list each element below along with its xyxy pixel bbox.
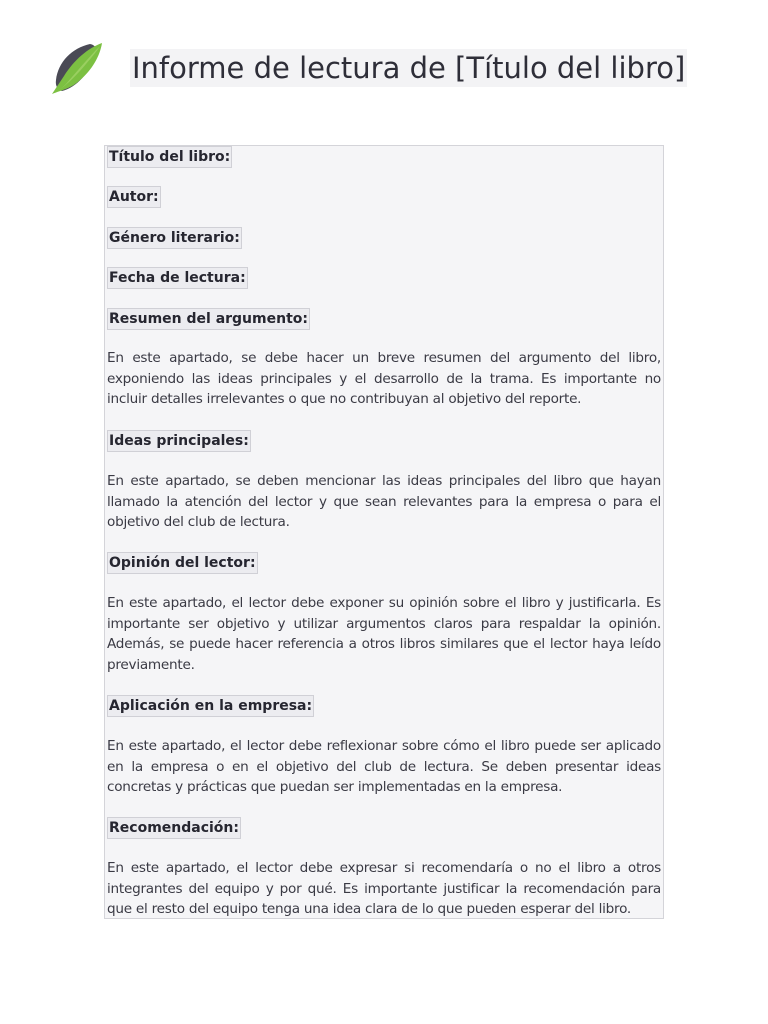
section-heading-label: Aplicación en la empresa:: [107, 695, 314, 717]
field-label-book-title: Título del libro:: [107, 146, 232, 168]
section-heading-label: Resumen del argumento:: [107, 308, 310, 330]
field-label-author: Autor:: [107, 186, 161, 208]
section-body-main-ideas: En este apartado, se deben mencionar las ideas principales del libro que hayan llamado la atención del lector y que sean relevantes para la empresa o para el objetivo del club de lectura.: [107, 473, 661, 530]
section-heading-label: Recomendación:: [107, 817, 241, 839]
field-reading-date: [107, 267, 248, 289]
field-genre: [107, 227, 242, 249]
section-body-company-application: En este apartado, el lector debe reflexionar sobre cómo el libro puede ser aplicado en la empresa o en el objetivo del club de lectura. Se deben presentar ideas concretas y prácticas que puedan ser implementadas en la empresa.: [107, 738, 661, 795]
section-heading-label: Opinión del lector:: [107, 552, 258, 574]
field-author: [107, 186, 161, 208]
field-label-genre: Género literario:: [107, 227, 242, 249]
field-book-title: [107, 146, 232, 168]
section-heading-reader-opinion: [107, 552, 258, 574]
section-body-reader-opinion: En este apartado, el lector debe exponer su opinión sobre el libro y justificarla. Es importante ser objetivo y utilizar argumentos claros para respaldar la opinión. Además, se puede hacer referencia a otros libros similares que el lector haya leído previamente.: [107, 595, 661, 673]
section-body-recommendation: En este apartado, el lector debe expresar si recomendaría o no el libro a otros integrantes del equipo y por qué. Es importante justificar la recomendación para que el resto del equipo tenga una idea clara de lo que pueden esperar del libro.: [107, 860, 661, 917]
section-heading-label: Ideas principales:: [107, 430, 251, 452]
section-body-summary: En este apartado, se debe hacer un breve resumen del argumento del libro, exponiendo las ideas principales y el desarrollo de la trama. Es importante no incluir detalles irrelevantes o que no contribuyan al objetivo del reporte.: [107, 350, 661, 407]
report-template-box: [104, 145, 664, 919]
section-heading-company-application: [107, 695, 314, 717]
field-label-reading-date: Fecha de lectura:: [107, 267, 248, 289]
section-heading-main-ideas: [107, 430, 251, 452]
leaf-logo-icon: [50, 40, 106, 96]
page-title: Informe de lectura de [Título del libro]: [132, 51, 686, 85]
page-header: [50, 40, 687, 96]
section-heading-recommendation: [107, 817, 241, 839]
section-heading-summary: [107, 308, 310, 330]
